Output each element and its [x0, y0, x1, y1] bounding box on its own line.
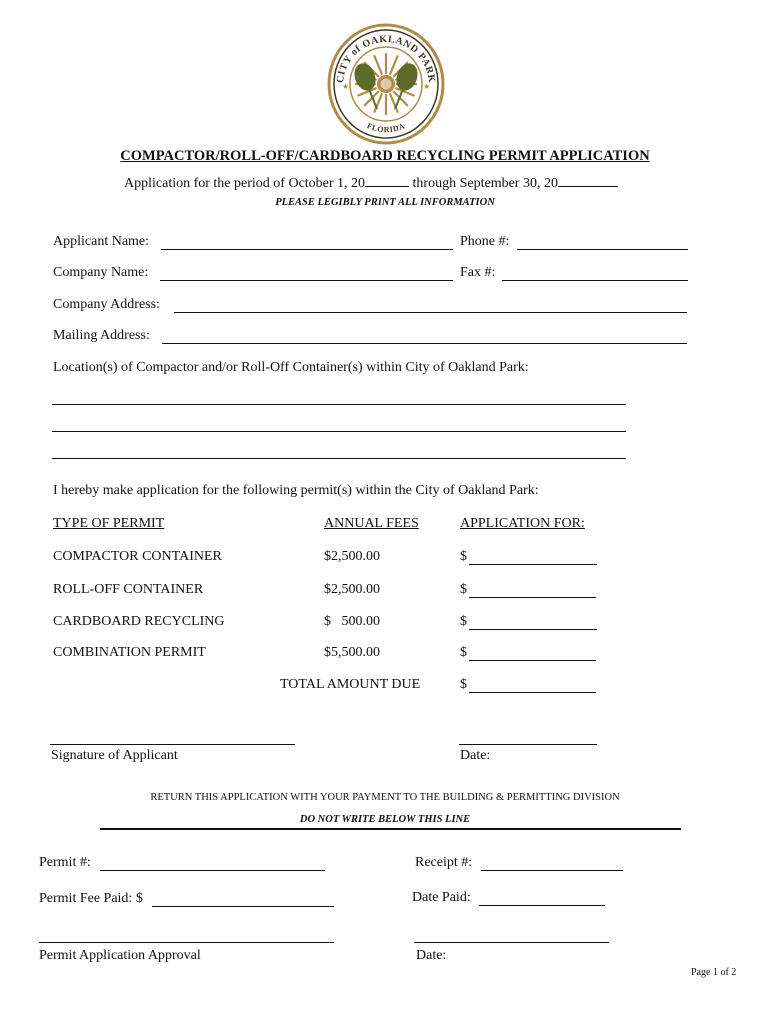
- approval-date-label: Date:: [416, 948, 447, 963]
- total-amount-field[interactable]: [469, 692, 596, 693]
- applicant-name-field[interactable]: [161, 249, 453, 250]
- total-amount-due-label: TOTAL AMOUNT DUE: [280, 677, 421, 692]
- combination-amount-field[interactable]: [469, 660, 596, 661]
- currency-sign: $: [460, 614, 467, 629]
- permit-type: COMBINATION PERMIT: [53, 645, 206, 660]
- location-field-2[interactable]: [52, 431, 626, 432]
- currency-sign: $: [460, 549, 467, 564]
- approval-date-field[interactable]: [414, 942, 609, 943]
- applicant-name-label: Applicant Name:: [53, 234, 150, 249]
- company-name-label: Company Name:: [53, 265, 149, 280]
- permit-number-field[interactable]: [100, 870, 325, 871]
- page-number: Page 1 of 2: [691, 967, 737, 978]
- seal-top-text: CITY of OAKLAND PARK: [334, 33, 438, 84]
- locations-label: Location(s) of Compactor and/or Roll-Off Container(s) within City of Oakland Park:: [53, 360, 529, 375]
- receipt-number-label: Receipt #:: [415, 855, 473, 870]
- svg-text:FLORIDA: [366, 121, 407, 134]
- mailing-address-label: Mailing Address:: [53, 328, 150, 343]
- permit-type: CARDBOARD RECYCLING: [53, 614, 225, 629]
- permit-fee: $2,500.00: [324, 549, 380, 564]
- compactor-amount-field[interactable]: [469, 564, 597, 565]
- approval-label: Permit Application Approval: [39, 948, 201, 963]
- date-paid-label: Date Paid:: [412, 890, 471, 905]
- print-instruction: PLEASE LEGIBLY PRINT ALL INFORMATION: [275, 197, 495, 208]
- mailing-address-field[interactable]: [162, 343, 687, 344]
- currency-sign: $: [460, 645, 467, 660]
- permit-fee-paid-field[interactable]: [152, 906, 334, 907]
- signature-label: Signature of Applicant: [51, 748, 178, 763]
- permit-intro: I hereby make application for the following permit(s) within the City of Oakland Park:: [53, 483, 539, 498]
- roll-off-amount-field[interactable]: [469, 597, 596, 598]
- svg-text:★: ★: [342, 82, 350, 91]
- applicant-signature-field[interactable]: [50, 744, 295, 745]
- period-middle: through September 30, 20: [409, 176, 558, 191]
- form-title: COMPACTOR/ROLL-OFF/CARDBOARD RECYCLING PERMIT APPLICATION: [120, 148, 650, 164]
- currency-sign: $: [460, 677, 467, 692]
- application-period: [124, 173, 618, 192]
- company-address-field[interactable]: [174, 312, 687, 313]
- permit-fee: $ 500.00: [324, 614, 380, 629]
- receipt-number-field[interactable]: [481, 870, 623, 871]
- currency-sign: $: [460, 582, 467, 597]
- header-annual-fees: ANNUAL FEES: [324, 516, 419, 531]
- period-prefix: Application for the period of October 1, 20: [124, 176, 366, 191]
- permit-type: ROLL-OFF CONTAINER: [53, 582, 204, 597]
- permit-type: COMPACTOR CONTAINER: [53, 549, 222, 564]
- company-address-label: Company Address:: [53, 297, 160, 312]
- return-note: RETURN THIS APPLICATION WITH YOUR PAYMENT TO THE BUILDING & PERMITTING DIVISION: [150, 792, 620, 803]
- city-seal-logo: [327, 23, 445, 145]
- date-paid-field[interactable]: [479, 905, 605, 906]
- signature-date-field[interactable]: [459, 744, 597, 745]
- svg-text:★: ★: [423, 82, 431, 91]
- permit-fee: $2,500.00: [324, 582, 380, 597]
- fax-label: Fax #:: [460, 265, 496, 280]
- seal-bottom-text: FLORIDA: [365, 121, 407, 135]
- header-application-for: APPLICATION FOR:: [460, 516, 585, 531]
- location-field-3[interactable]: [52, 458, 626, 459]
- company-name-field[interactable]: [160, 280, 453, 281]
- location-field-1[interactable]: [52, 404, 626, 405]
- permit-fee: $5,500.00: [324, 645, 380, 660]
- phone-label: Phone #:: [460, 234, 510, 249]
- cardboard-amount-field[interactable]: [469, 629, 597, 630]
- office-use-divider: [100, 828, 681, 830]
- header-type-of-permit: TYPE OF PERMIT: [53, 516, 165, 531]
- period-start-year-field[interactable]: [365, 173, 409, 187]
- period-end-year-field[interactable]: [558, 173, 618, 187]
- do-not-write-label: DO NOT WRITE BELOW THIS LINE: [299, 814, 471, 825]
- permit-number-label: Permit #:: [39, 855, 91, 870]
- approval-signature-field[interactable]: [39, 942, 334, 943]
- permit-fee-paid-label: Permit Fee Paid: $: [39, 891, 143, 906]
- signature-date-label: Date:: [460, 748, 491, 763]
- phone-field[interactable]: [517, 249, 688, 250]
- fax-field[interactable]: [502, 280, 688, 281]
